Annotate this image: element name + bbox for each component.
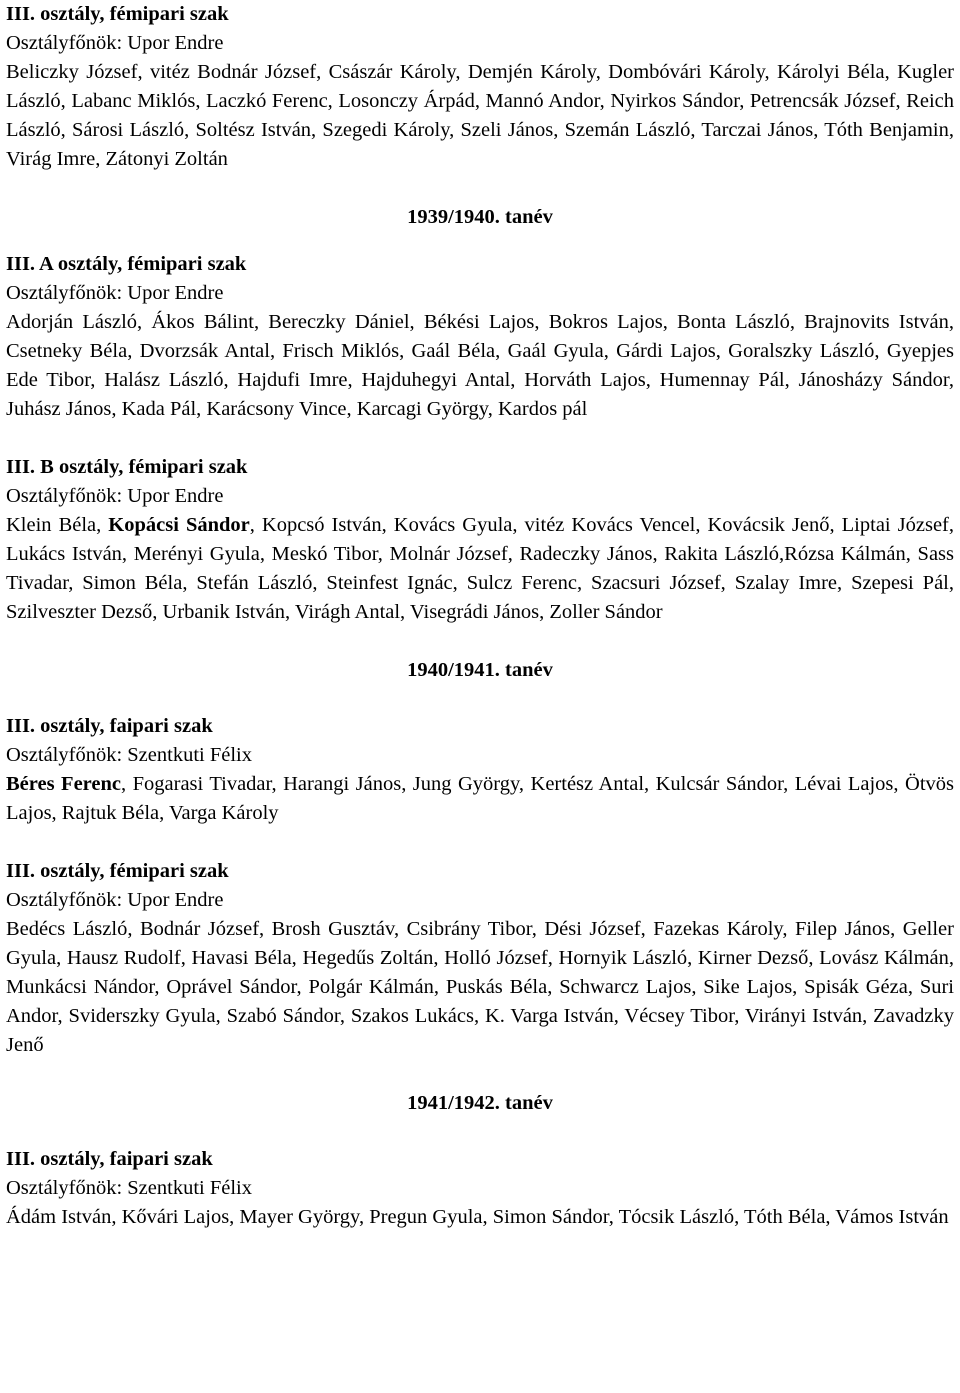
highlighted-student-name: Béres Ferenc [6, 773, 122, 795]
class-block-faipari-1941 [6, 1145, 954, 1232]
class-teacher: Osztályfőnök: Szentkuti Félix [6, 744, 252, 766]
class-heading: III. osztály, faipari szak [6, 1148, 213, 1170]
class-block-1938 [6, 0, 954, 174]
highlighted-student-name: Kopácsi Sándor [108, 514, 250, 536]
class-heading: III. B osztály, fémipari szak [6, 456, 248, 478]
student-names [6, 770, 954, 828]
class-teacher: Osztályfőnök: Upor Endre [6, 282, 224, 304]
class-heading: III. A osztály, fémipari szak [6, 253, 247, 275]
class-block-3a [6, 250, 954, 424]
student-names-rest: , Kopcsó István, Kovács Gyula, vitéz Kovács Vencel, Kovácsik Jenő, Liptai József, Lukács István, Merényi Gyula, Meskó Tibor, Molnár József, Radeczky János, Rakita László,Rózsa Kálmán, Sass Tivadar, Simon Béla, Stefán László, Steinfest Ignác, Sulcz Ferenc, Szacsuri József, Szalay Imre, Szepesi Pál, Szilveszter Dezső, Urbanik István, Virágh Antal, Visegrádi János, Zoller Sándor [6, 514, 954, 623]
school-year-heading: 1939/1940. tanév [407, 206, 553, 228]
class-heading: III. osztály, fémipari szak [6, 860, 229, 882]
school-year-heading: 1941/1942. tanév [407, 1092, 553, 1114]
student-names: Ádám István, Kővári Lajos, Mayer György, Pregun Gyula, Simon Sándor, Tócsik László, Tóth Béla, Vámos István [6, 1206, 949, 1228]
class-block-femipari-1940 [6, 857, 954, 1060]
student-names: Adorján László, Ákos Bálint, Bereczky Dániel, Békési Lajos, Bokros Lajos, Bonta László, Brajnovits István, Csetneky Béla, Dvorzsák Antal, Frisch Miklós, Gaál Béla, Gaál Gyula, Gárdi Lajos, Goralszky László, Gyepjes Ede Tibor, Halász László, Hajdufi Imre, Hajduhegyi Antal, Horváth Lajos, Humennay Pál, Jánosházy Sándor, Juhász János, Kada Pál, Karácsony Vince, Karcagi György, Kardos pál [6, 311, 954, 420]
student-names: Beliczky József, vitéz Bodnár József, Császár Károly, Demjén Károly, Dombóvári Károly, Károlyi Béla, Kugler László, Labanc Miklós, Laczkó Ferenc, Losonczy Árpád, Mannó Andor, Nyirkos Sándor, Petrencsák József, Reich László, Sárosi László, Soltész István, Szegedi Károly, Szeli János, Szemán László, Tarczai János, Tóth Benjamin, Virág Imre, Zátonyi Zoltán [6, 61, 954, 170]
class-teacher: Osztályfőnök: Szentkuti Félix [6, 1177, 252, 1199]
student-names [6, 511, 954, 627]
class-heading: III. osztály, faipari szak [6, 715, 213, 737]
school-year-heading: 1940/1941. tanév [407, 659, 553, 681]
class-block-3b [6, 453, 954, 627]
student-names-rest: , Fogarasi Tivadar, Harangi János, Jung György, Kertész Antal, Kulcsár Sándor, Lévai Lajos, Ötvös Lajos, Rajtuk Béla, Varga Károly [6, 773, 954, 824]
student-names: Bedécs László, Bodnár József, Brosh Gusztáv, Csibrány Tibor, Dési József, Fazekas Károly, Filep János, Geller Gyula, Hausz Rudolf, Havasi Béla, Hegedűs Zoltán, Holló József, Hornyik László, Kirner Dezső, Lovász Kálmán, Munkácsi Nándor, Oprável Sándor, Polgár Kálmán, Puskás Béla, Schwarcz Lajos, Sike Lajos, Spisák Géza, Suri Andor, Sviderszky Gyula, Szabó Sándor, Szakos Lukács, K. Varga István, Vécsey Tibor, Virányi István, Zavadzky Jenő [6, 918, 954, 1056]
class-teacher: Osztályfőnök: Upor Endre [6, 889, 224, 911]
class-block-faipari-1940 [6, 712, 954, 828]
class-heading: III. osztály, fémipari szak [6, 3, 229, 25]
student-name: Klein Béla, [6, 514, 109, 536]
class-teacher: Osztályfőnök: Upor Endre [6, 485, 224, 507]
class-teacher: Osztályfőnök: Upor Endre [6, 32, 224, 54]
